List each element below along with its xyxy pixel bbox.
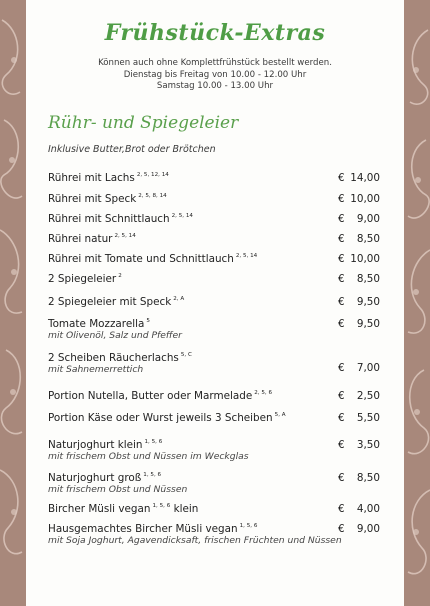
menu-item-name-text: Portion Nutella, Butter oder Marmelade [48, 390, 253, 402]
currency-symbol: € [338, 390, 345, 402]
menu-item [48, 390, 380, 402]
currency-symbol: € [338, 412, 345, 424]
allergen-codes: 2, 5, 6 [254, 390, 273, 396]
menu-item-price [338, 390, 380, 402]
menu-item-price [338, 412, 380, 424]
menu-item-price [338, 523, 380, 535]
menu-item-price [338, 503, 380, 515]
currency-symbol: € [338, 439, 345, 451]
price-value: 9,50 [356, 296, 380, 308]
menu-item-description: mit frischem Obst und Nüssen im Weckglas [48, 451, 249, 462]
right-ornament-band [404, 0, 430, 606]
allergen-codes: 2, 5, 14 [235, 253, 258, 259]
menu-item-name [48, 318, 380, 330]
menu-item-name-text: Rührei mit Speck [48, 193, 137, 205]
price-value: 3,50 [356, 439, 380, 451]
allergen-codes: 5 [146, 318, 150, 324]
menu-item-price [338, 318, 380, 330]
menu-item-price [338, 472, 380, 484]
menu-content [26, 0, 404, 606]
section-subtitle: Inklusive Butter,Brot oder Brötchen [48, 144, 216, 155]
currency-symbol: € [338, 503, 345, 515]
allergen-codes: 1, 5, 6 [143, 472, 162, 478]
price-value: 10,00 [350, 193, 380, 205]
allergen-codes: 2, 5, 12, 14 [136, 172, 169, 178]
menu-item-name-text: Portion Käse oder Wurst jeweils 3 Scheiben [48, 412, 273, 424]
currency-symbol: € [338, 253, 345, 265]
menu-item-name [48, 253, 380, 265]
price-value: 10,00 [350, 253, 380, 265]
allergen-codes: 1, 5, 6 [152, 503, 171, 509]
menu-item [48, 439, 380, 462]
allergen-codes: 5, A [274, 412, 286, 418]
currency-symbol: € [338, 273, 345, 285]
price-value: 7,00 [356, 362, 380, 374]
currency-symbol: € [338, 472, 345, 484]
allergen-codes: 2 [118, 273, 122, 279]
menu-item [48, 523, 380, 546]
menu-item-name-text: Rührei mit Lachs [48, 172, 135, 184]
currency-symbol: € [338, 296, 345, 308]
menu-item-name-text: Rührei mit Schnittlauch [48, 213, 170, 225]
currency-symbol: € [338, 318, 345, 330]
menu-item [48, 503, 380, 515]
allergen-codes: 1, 5, 6 [239, 523, 258, 529]
menu-item-price [338, 439, 380, 451]
currency-symbol: € [338, 172, 345, 184]
menu-item-price [338, 296, 380, 308]
intro-line: Können auch ohne Komplettfrühstück bestellt werden. [98, 58, 332, 68]
price-value: 4,00 [356, 503, 380, 515]
price-value: 8,50 [356, 472, 380, 484]
menu-item [48, 193, 380, 205]
menu-item [48, 296, 380, 308]
price-value: 2,50 [356, 390, 380, 402]
price-value: 5,50 [356, 412, 380, 424]
menu-item-name [48, 439, 380, 451]
menu-item-name [48, 503, 380, 515]
allergen-codes: 2, 5, 14 [114, 233, 136, 239]
menu-item [48, 213, 380, 225]
ornament-swirl-icon [0, 0, 26, 606]
currency-symbol: € [338, 362, 345, 374]
menu-item-name-text: 2 Scheiben Räucherlachs [48, 352, 179, 364]
intro-line: Samstag 10.00 - 13.00 Uhr [156, 81, 274, 91]
price-value: 14,00 [350, 172, 380, 184]
menu-item-name [48, 193, 380, 205]
allergen-codes: 5, C [180, 352, 192, 358]
menu-item-description: mit Soja Joghurt, Agavendicksaft, frischen Früchten und Nüssen [48, 535, 342, 546]
menu-item-name [48, 296, 380, 308]
menu-item-name-text: Rührei natur [48, 233, 113, 245]
menu-item-price [338, 172, 380, 184]
menu-item [48, 172, 380, 184]
menu-item-size: klein [170, 503, 199, 515]
menu-item-price [338, 273, 380, 285]
menu-item [48, 352, 380, 375]
allergen-codes: 2, 5, 14 [171, 213, 193, 219]
price-value: 8,50 [356, 273, 380, 285]
menu-item-name [48, 523, 380, 535]
menu-item-name [48, 390, 380, 402]
price-value: 9,00 [356, 213, 380, 225]
section-title: Rühr- und Spiegeleier [48, 113, 239, 133]
menu-item-price [338, 213, 380, 225]
menu-item-description: mit Olivenöl, Salz und Pfeffer [48, 330, 182, 341]
menu-item-name [48, 472, 380, 484]
menu-item-name [48, 352, 380, 364]
menu-item [48, 472, 380, 495]
price-value: 9,00 [356, 523, 380, 535]
menu-item-name-text: Naturjoghurt groß [48, 472, 142, 484]
menu-item-description: mit Sahnemerrettich [48, 364, 144, 375]
currency-symbol: € [338, 233, 345, 245]
intro-line: Dienstag bis Freitag von 10.00 - 12.00 Uhr [123, 69, 307, 80]
menu-item-name [48, 273, 380, 285]
page-title: Frühstück-Extras [104, 20, 326, 46]
allergen-codes: 1, 5, 6 [144, 439, 163, 445]
currency-symbol: € [338, 193, 345, 205]
currency-symbol: € [338, 523, 345, 535]
intro-text [26, 58, 404, 93]
menu-item-price [338, 362, 380, 374]
price-value: 9,50 [356, 318, 380, 330]
ornament-swirl-icon [404, 0, 430, 606]
menu-item-name-text: Hausgemachtes Bircher Müsli vegan [48, 523, 238, 535]
menu-item-price [338, 253, 380, 265]
menu-item-name-text: Bircher Müsli vegan [48, 503, 151, 515]
menu-item-price [338, 233, 380, 245]
menu-item-name-text: Tomate Mozzarella [48, 318, 145, 330]
price-value: 8,50 [356, 233, 380, 245]
menu-item-name-text: Rührei mit Tomate und Schnittlauch [48, 253, 234, 265]
menu-item [48, 253, 380, 265]
menu-item-name [48, 412, 380, 424]
menu-item-name [48, 213, 380, 225]
menu-item-name [48, 172, 380, 184]
allergen-codes: 2, A [173, 296, 185, 302]
allergen-codes: 2, 5, 8, 14 [138, 193, 167, 199]
menu-item [48, 318, 380, 341]
menu-item-description: mit frischem Obst und Nüssen [48, 484, 188, 495]
menu-item-name-text: 2 Spiegeleier [48, 273, 117, 285]
menu-item-name [48, 233, 380, 245]
left-ornament-band [0, 0, 26, 606]
menu-item [48, 233, 380, 245]
menu-item-name-text: Naturjoghurt klein [48, 439, 143, 451]
menu-item [48, 412, 380, 424]
menu-item-name-text: 2 Spiegeleier mit Speck [48, 296, 172, 308]
menu-item [48, 273, 380, 285]
currency-symbol: € [338, 213, 345, 225]
menu-item-price [338, 193, 380, 205]
